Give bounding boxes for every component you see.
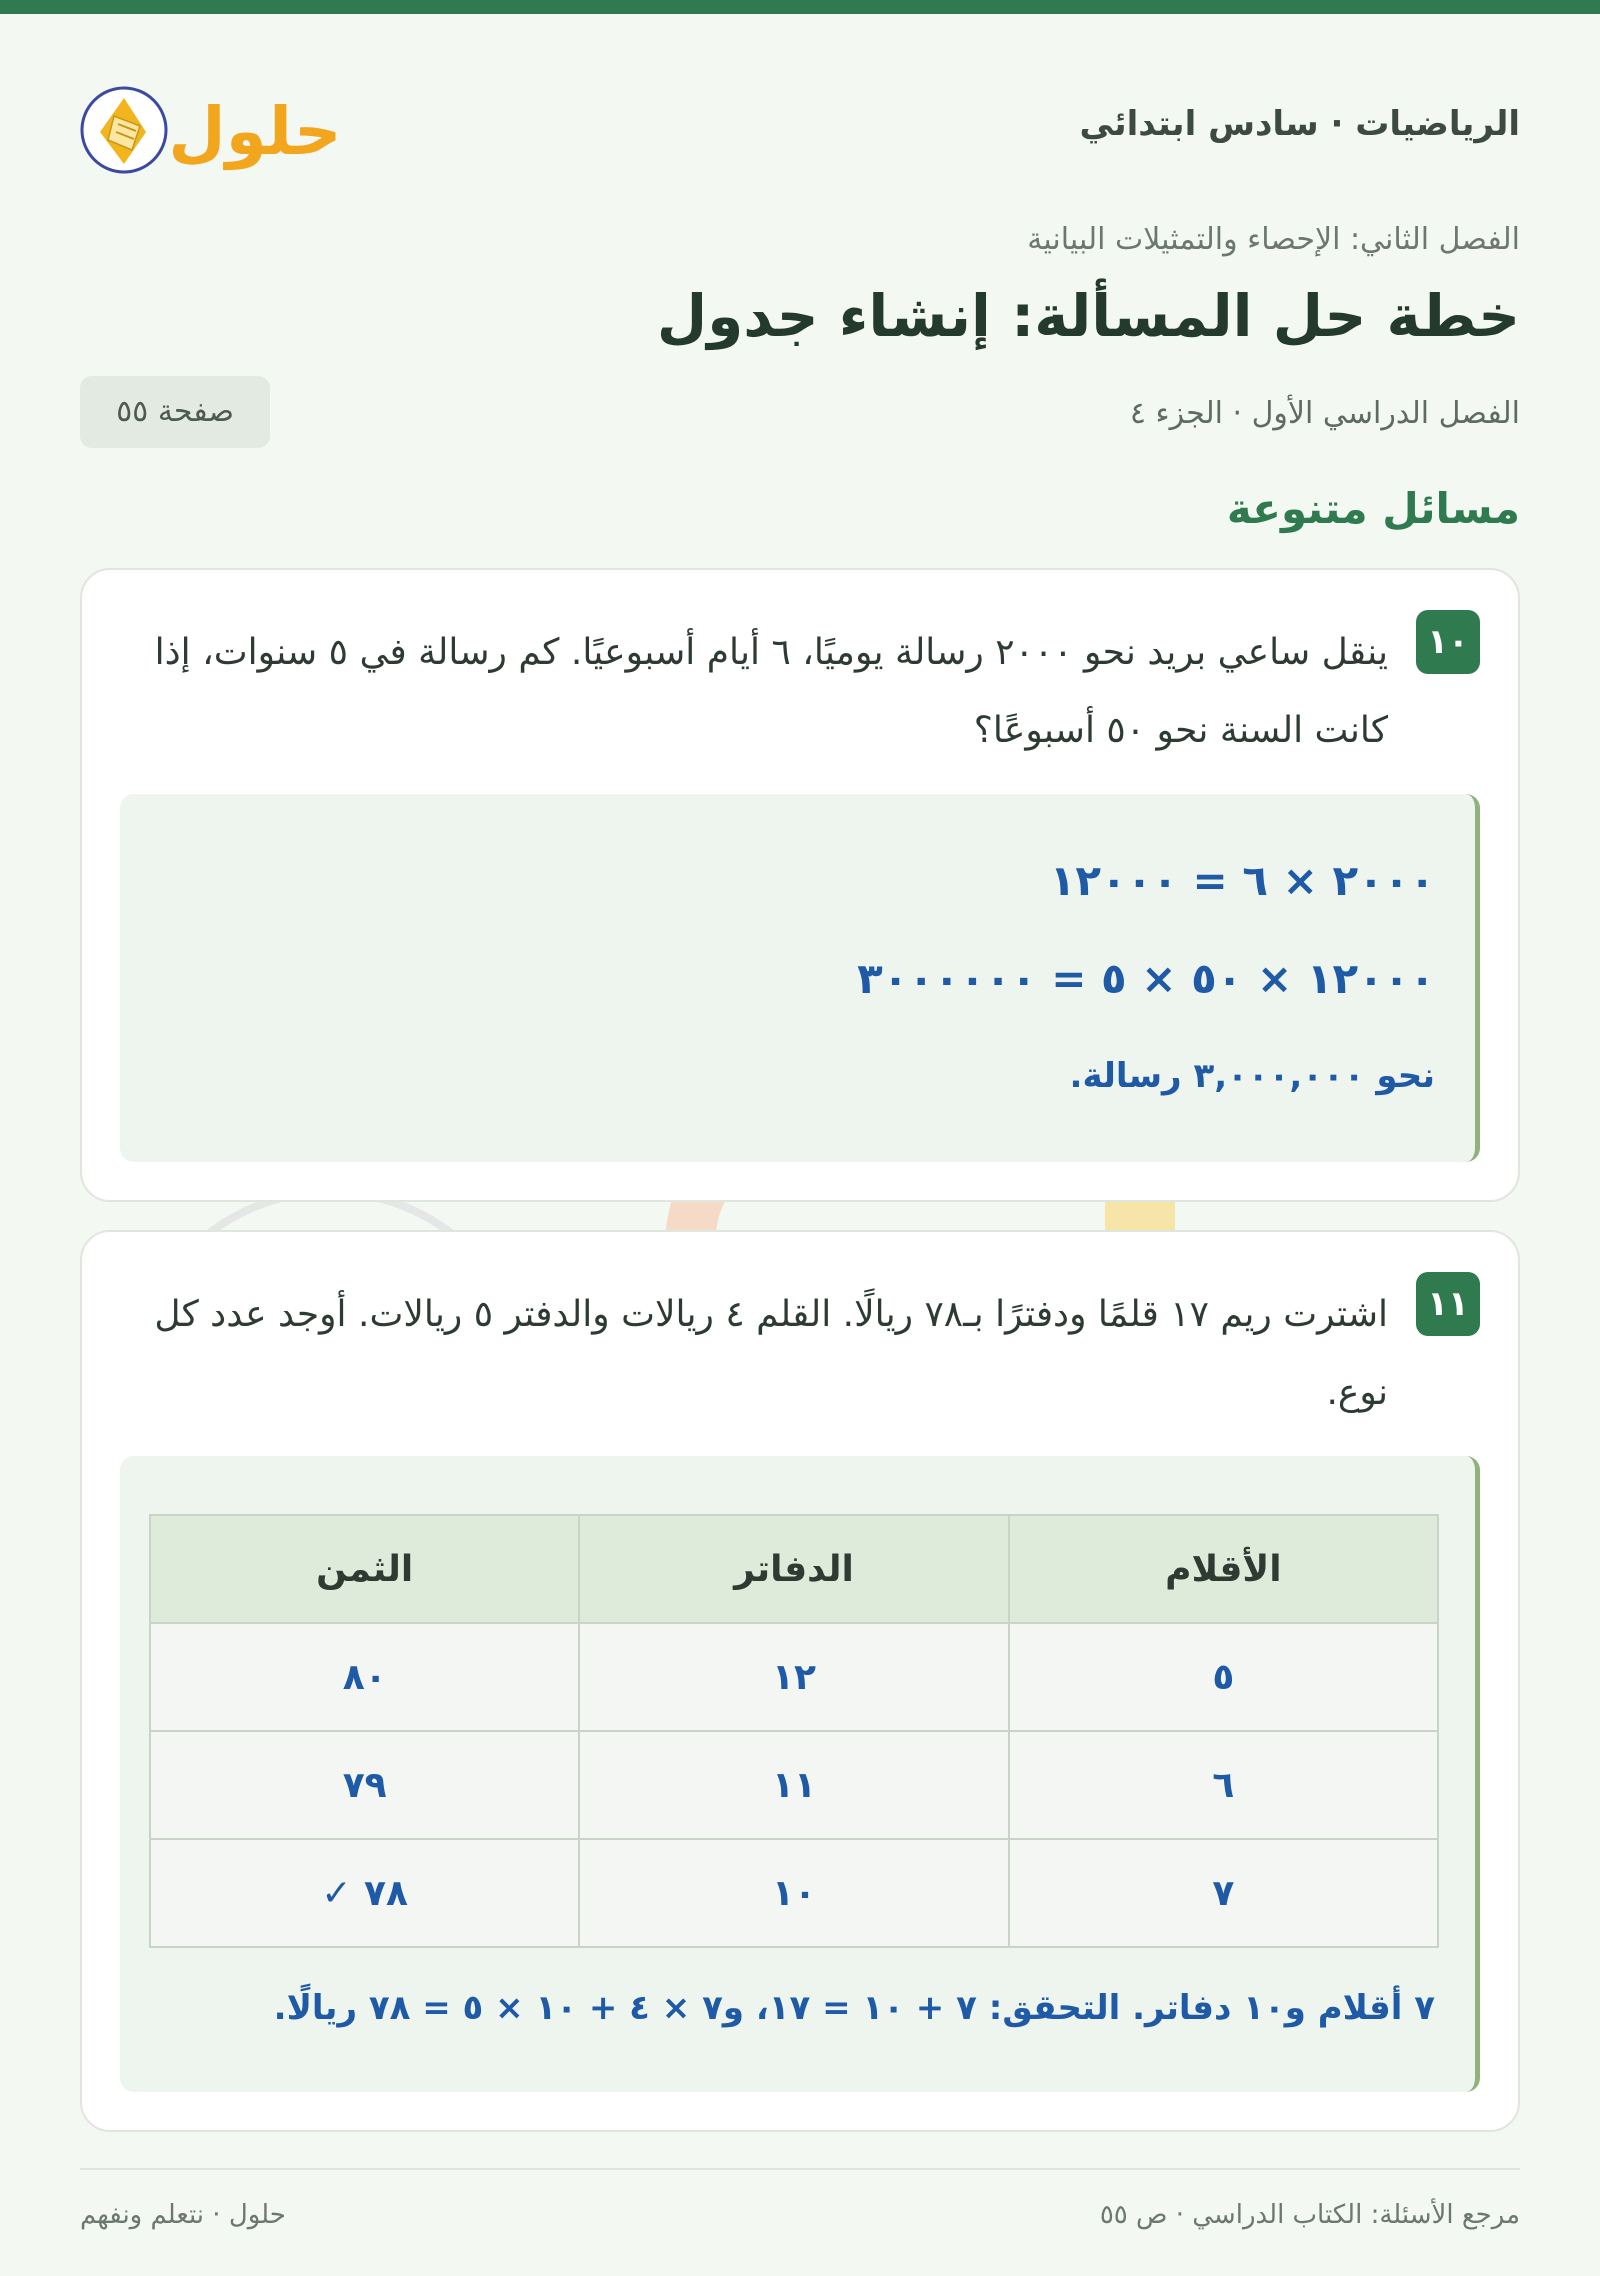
term-label: الفصل الدراسي الأول · الجزء ٤ [1129, 396, 1520, 431]
subject-grade-label: الرياضيات · سادس ابتدائي [1079, 104, 1520, 144]
table-cell: ٦ [1009, 1731, 1438, 1839]
logo-wordmark: حلول [168, 93, 342, 170]
equation-line: ١٢٠٠٠ × ٥٠ × ٥ = ٣٠٠٠٠٠٠ [857, 954, 1435, 1003]
question-text: اشترت ريم ١٧ قلمًا ودفترًا بـ٧٨ ريالًا. القلم ٤ ريالات والدفتر ٥ ريالات. أوجد عدد كل نوع. [154, 1294, 1388, 1413]
answer-box [120, 1456, 1480, 2092]
table-cell: ١٠ [579, 1839, 1008, 1947]
table-row [150, 1623, 1438, 1731]
page-header [80, 64, 1520, 180]
hulool-logo [80, 64, 360, 180]
question-number-badge: ١١ [1416, 1272, 1480, 1336]
solution-table [149, 1514, 1439, 1948]
equation-line: ٢٠٠٠ × ٦ = ١٢٠٠٠ [1049, 856, 1435, 905]
table-header-row [150, 1515, 1438, 1623]
answer-box [120, 794, 1480, 1162]
answer-conclusion: ٧ أقلام و١٠ دفاتر. التحقق: ٧ + ١٠ = ١٧، و٧ × ٤ + ١٠ × ٥ = ٧٨ ريالًا. [273, 1988, 1435, 2028]
table-cell: ١٢ [579, 1623, 1008, 1731]
page-title: خطة حل المسألة: إنشاء جدول [656, 282, 1520, 350]
footer-brand: حلول · نتعلم ونفهم [80, 2200, 286, 2230]
table-cell: ٨٠ [150, 1623, 579, 1731]
footer-divider [80, 2168, 1520, 2170]
page-number-badge: صفحة ٥٥ [80, 376, 270, 448]
answer-conclusion: نحو ٣,٠٠٠,٠٠٠ رسالة. [1069, 1056, 1435, 1096]
chapter-label: الفصل الثاني: الإحصاء والتمثيلات البيانية [1027, 222, 1520, 257]
table-cell: ١١ [579, 1731, 1008, 1839]
section-title: مسائل متنوعة [1226, 484, 1520, 533]
table-cell: ٥ [1009, 1623, 1438, 1731]
table-row [150, 1839, 1438, 1947]
question-number-badge: ١٠ [1416, 610, 1480, 674]
table-cell: ٧ [1009, 1839, 1438, 1947]
footer-reference: مرجع الأسئلة: الكتاب الدراسي · ص ٥٥ [1099, 2200, 1520, 2230]
question-card-11 [80, 1230, 1520, 2132]
table-row [150, 1731, 1438, 1839]
table-cell: ٧٨ ✓ [150, 1839, 579, 1947]
column-header: الدفاتر [579, 1515, 1008, 1623]
column-header: الأقلام [1009, 1515, 1438, 1623]
top-accent-bar [0, 0, 1600, 14]
column-header: الثمن [150, 1515, 579, 1623]
question-text: ينقل ساعي بريد نحو ٢٠٠٠ رسالة يوميًا، ٦ أيام أسبوعيًا. كم رسالة في ٥ سنوات، إذا كانت السنة نحو ٥٠ أسبوعًا؟ [154, 632, 1388, 751]
question-card-10 [80, 568, 1520, 1202]
table-cell: ٧٩ [150, 1731, 579, 1839]
